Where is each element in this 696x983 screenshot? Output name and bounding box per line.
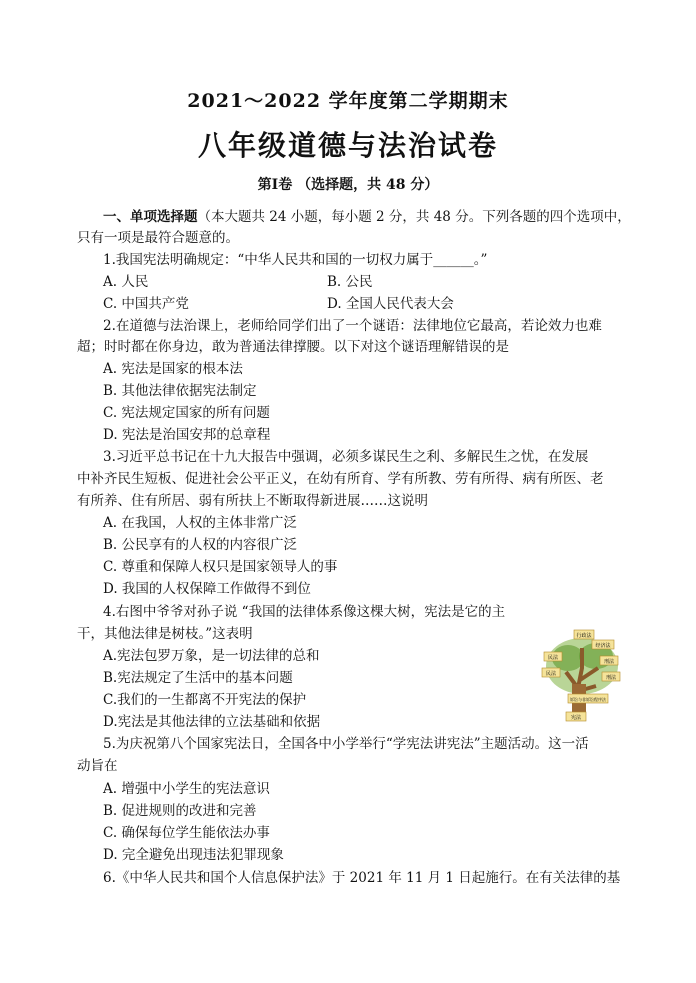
exam-subject-title: 八年级道德与法治试卷: [197, 129, 498, 162]
q1-option-d: D. 全国人民代表大会: [327, 296, 454, 312]
q4-stem-cont: 干，其他法律是树枝。”这表明: [77, 626, 253, 642]
tree-label: 诉讼与非诉讼程序法: [570, 697, 606, 702]
tree-svg: [538, 628, 626, 724]
q5-stem: 5.为庆祝第八个国家宪法日，全国各中小学举行“学宪法讲宪法”主题活动。这一活: [103, 736, 589, 752]
q2-option-d: D. 宪法是治国安邦的总章程: [103, 427, 271, 443]
section-desc-cont: 只有一项是最符合题意的。: [77, 230, 239, 246]
q3-option-b: B. 公民享有的人权的内容很广泛: [103, 537, 298, 553]
q1-option-c: C. 中国共产党: [103, 296, 189, 312]
q3-option-a: A. 在我国，人权的主体非常广泛: [103, 515, 297, 531]
q2-stem: 2.在道德与法治课上，老师给同学们出了一个谜语：法律地位它最高，若论效力也难: [103, 318, 602, 334]
tree-label: 民法: [547, 655, 559, 661]
exam-term-title: 2021～2022 学年度第二学期期末: [187, 90, 509, 112]
q4-option-b: B.宪法规定了生活中的基本问题: [103, 670, 293, 686]
q4-stem: 4.右图中爷爷对孙子说 “我国的法律体系像这棵大树，宪法是它的主: [103, 604, 506, 620]
q1-option-a: A. 人民: [103, 274, 149, 290]
tree-label: 刑法: [603, 659, 615, 665]
q4-option-a: A.宪法包罗万象，是一切法律的总和: [103, 648, 320, 664]
tree-label: 民法: [545, 671, 557, 677]
part-one-title: 第Ⅰ卷 （选择题，共 48 分）: [257, 177, 439, 193]
q5-option-d: D. 完全避免出现违法犯罪现象: [103, 847, 284, 863]
q1-stem: 1.我国宪法明确规定：“中华人民共和国的一切权力属于______。”: [103, 252, 488, 268]
q3-option-c: C. 尊重和保障人权只是国家领导人的事: [103, 559, 338, 575]
q2-option-b: B. 其他法律依据宪法制定: [103, 383, 257, 399]
tree-label: 行政法: [576, 633, 592, 639]
section-heading: [103, 208, 631, 226]
q5-option-c: C. 确保每位学生能依法办事: [103, 825, 270, 841]
section-title: 一、单项选择题: [103, 209, 198, 225]
q4-option-d: D.宪法是其他法律的立法基础和依据: [103, 714, 321, 730]
q5-stem-cont: 动旨在: [77, 758, 118, 774]
q2-option-c: C. 宪法规定国家的所有问题: [103, 405, 270, 421]
q2-stem-cont: 超；时时都在你身边，敢为普通法律撑腰。以下对这个谜语理解错误的是: [77, 339, 509, 355]
q6-stem: 6.《中华人民共和国个人信息保护法》于 2021 年 11 月 1 日起施行。在有关法律的基: [103, 870, 621, 886]
section-desc: （本大题共 24 小题，每小题 2 分，共 48 分。下列各题的四个选项中，: [197, 209, 631, 225]
legal-system-tree-illustration: [538, 628, 626, 724]
tree-label: 宪法: [570, 715, 582, 721]
q5-option-a: A. 增强中小学生的宪法意识: [103, 781, 270, 797]
q3-stem-cont2: 有所养、住有所居、弱有所扶上不断取得新进展……这说明: [77, 493, 428, 509]
q1-option-b: B. 公民: [327, 274, 373, 290]
q2-option-a: A. 宪法是国家的根本法: [103, 361, 243, 377]
q4-option-c: C.我们的一生都离不开宪法的保护: [103, 692, 307, 708]
tree-label: 经济法: [595, 643, 611, 649]
q3-stem: 3.习近平总书记在十九大报告中强调，必须多谋民生之利、多解民生之忧，在发展: [103, 449, 589, 465]
q3-option-d: D. 我国的人权保障工作做得不到位: [103, 581, 311, 597]
q5-option-b: B. 促进规则的改进和完善: [103, 803, 257, 819]
q3-stem-cont: 中补齐民生短板、促进社会公平正义，在幼有所育、学有所教、劳有所得、病有所医、老: [77, 471, 604, 487]
tree-label: 刑法: [605, 675, 617, 681]
